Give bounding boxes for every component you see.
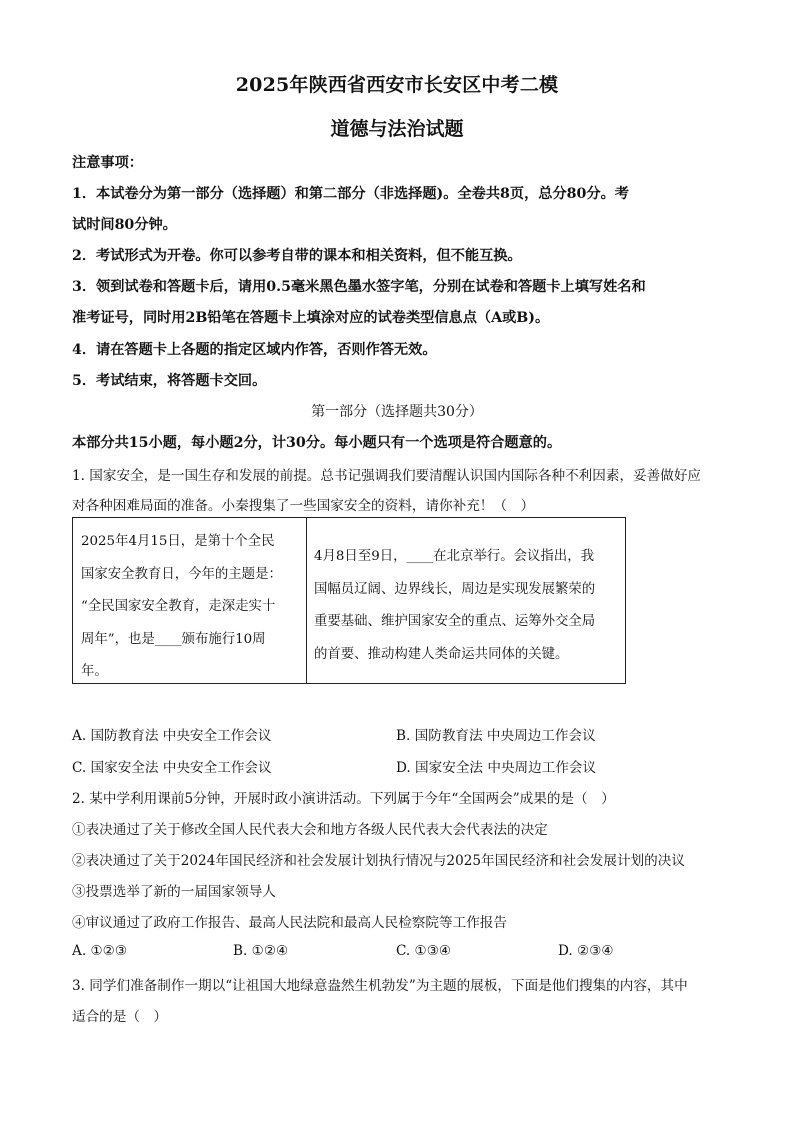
- notes-heading: 注意事项：: [72, 155, 143, 171]
- q1-option-a: A. 国防教育法 中央安全工作会议: [72, 728, 272, 744]
- cell-line: 国幅员辽阔、边界线长，周边是实现发展繁荣的: [314, 581, 596, 597]
- cell-line: “全民国家安全教育，走深走实十: [81, 599, 276, 614]
- q2-option-a: A. ①②③: [72, 943, 128, 959]
- part1-instruction: 本部分共15小题，每小题2分，计30分。每小题只有一个选项是符合题意的。: [72, 435, 562, 451]
- q2-option-c: C. ①③④: [396, 943, 452, 959]
- q3-stem-line: 3. 同学们准备制作一期以“让祖国大地绿意盎然生机勃发”为主题的展板，下面是他们搜集的内容，其中: [72, 978, 688, 994]
- cell-line: 重要基础、维护国家安全的重点、运筹外交全局: [314, 614, 596, 629]
- q2-option-d: D. ②③④: [558, 943, 614, 959]
- q2-stem: 2. 某中学利用课前5分钟，开展时政小演讲活动。下列属于今年“全国两会”成果的是（ ）: [72, 791, 615, 807]
- q1-stem-line: 对各种困难局面的准备。小秦搜集了一些国家安全的资料，请你补充！（ ）: [72, 498, 535, 514]
- table-cell-right: [314, 541, 595, 671]
- exam-title: 2025年陕西省西安市长安区中考二模: [235, 74, 559, 96]
- cell-line: 2025年4月15日，是第十个全民: [81, 534, 275, 549]
- cell-line: 4月8日至9日，____在北京举行。会议指出，我: [314, 549, 594, 564]
- q1-option-c: C. 国家安全法 中央安全工作会议: [72, 760, 272, 776]
- q2-option-b: B. ①②④: [233, 943, 289, 959]
- q2-item: ③投票选举了新的一届国家领导人: [72, 884, 276, 900]
- notes-item: 2．考试形式为开卷。你可以参考自带的课本和相关资料，但不能互换。: [72, 248, 522, 264]
- q3-stem-line: 适合的是（ ）: [72, 1009, 168, 1025]
- cell-line: 的首要、推动构建人类命运共同体的关键。: [314, 646, 569, 662]
- table-divider: [306, 518, 307, 683]
- exam-subtitle: 道德与法治试题: [330, 118, 464, 140]
- cell-line: 国家安全教育日，今年的主题是：: [81, 566, 282, 582]
- q1-option-b: B. 国防教育法 中央周边工作会议: [396, 728, 596, 744]
- cell-line: 周年”，也是____颁布施行10周: [81, 631, 266, 647]
- notes-item: 试时间80分钟。: [72, 217, 177, 233]
- notes-item: 1．本试卷分为第一部分（选择题）和第二部分（非选择题)。全卷共8页，总分80分。考: [72, 186, 629, 202]
- notes-item: 5．考试结束，将答题卡交回。: [72, 373, 267, 389]
- notes-item: 4．请在答题卡上各题的指定区域内作答，否则作答无效。: [72, 342, 437, 358]
- q2-item: ④审议通过了政府工作报告、最高人民法院和最高人民检察院等工作报告: [72, 915, 507, 931]
- q1-stem-line: 1. 国家安全，是一国生存和发展的前提。总书记强调我们要清醒认识国内国际各种不利因素，妥善做好应: [72, 468, 702, 484]
- q2-item: ①表决通过了关于修改全国人民代表大会和地方各级人民代表大会代表法的决定: [72, 822, 548, 838]
- notes-item: 准考证号，同时用2B铅笔在答题卡上填涂对应的试卷类型信息点（A或B)。: [72, 310, 550, 326]
- cell-line: 年。: [81, 664, 108, 679]
- notes-item: 3．领到试卷和答题卡后，请用0.5毫米黑色墨水签字笔，分别在试卷和答题卡上填写姓名和: [72, 279, 646, 295]
- part1-heading: 第一部分（选择题共30分）: [311, 404, 483, 420]
- q1-material-table: [72, 517, 626, 684]
- q1-option-d: D. 国家安全法 中央周边工作会议: [396, 760, 597, 776]
- table-cell-left: [81, 526, 282, 689]
- q2-item: ②表决通过了关于2024年国民经济和社会发展计划执行情况与2025年国民经济和社会发展计划的决议: [72, 853, 685, 869]
